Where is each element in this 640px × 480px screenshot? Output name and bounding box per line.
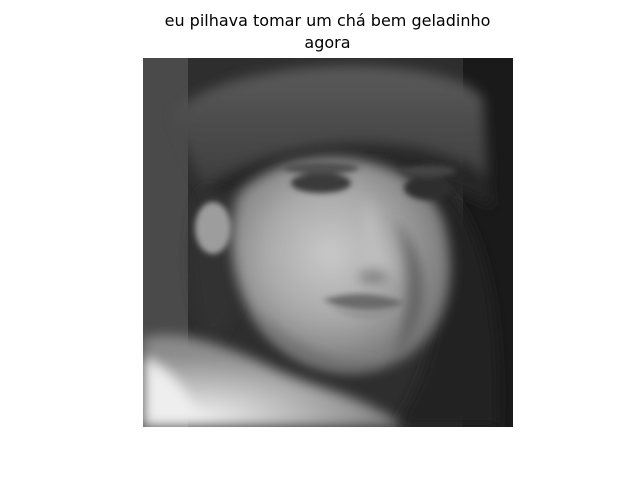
figure-title <box>120 10 535 54</box>
figure-title-line-2: agora <box>304 33 351 52</box>
left-eye <box>291 173 351 193</box>
right-eye <box>404 176 452 200</box>
ear-shape <box>195 202 231 254</box>
face-image <box>143 58 513 427</box>
figure-title-line-1: eu pilhava tomar um chá bem geladinho <box>164 11 491 30</box>
face-image-svg <box>143 58 513 427</box>
